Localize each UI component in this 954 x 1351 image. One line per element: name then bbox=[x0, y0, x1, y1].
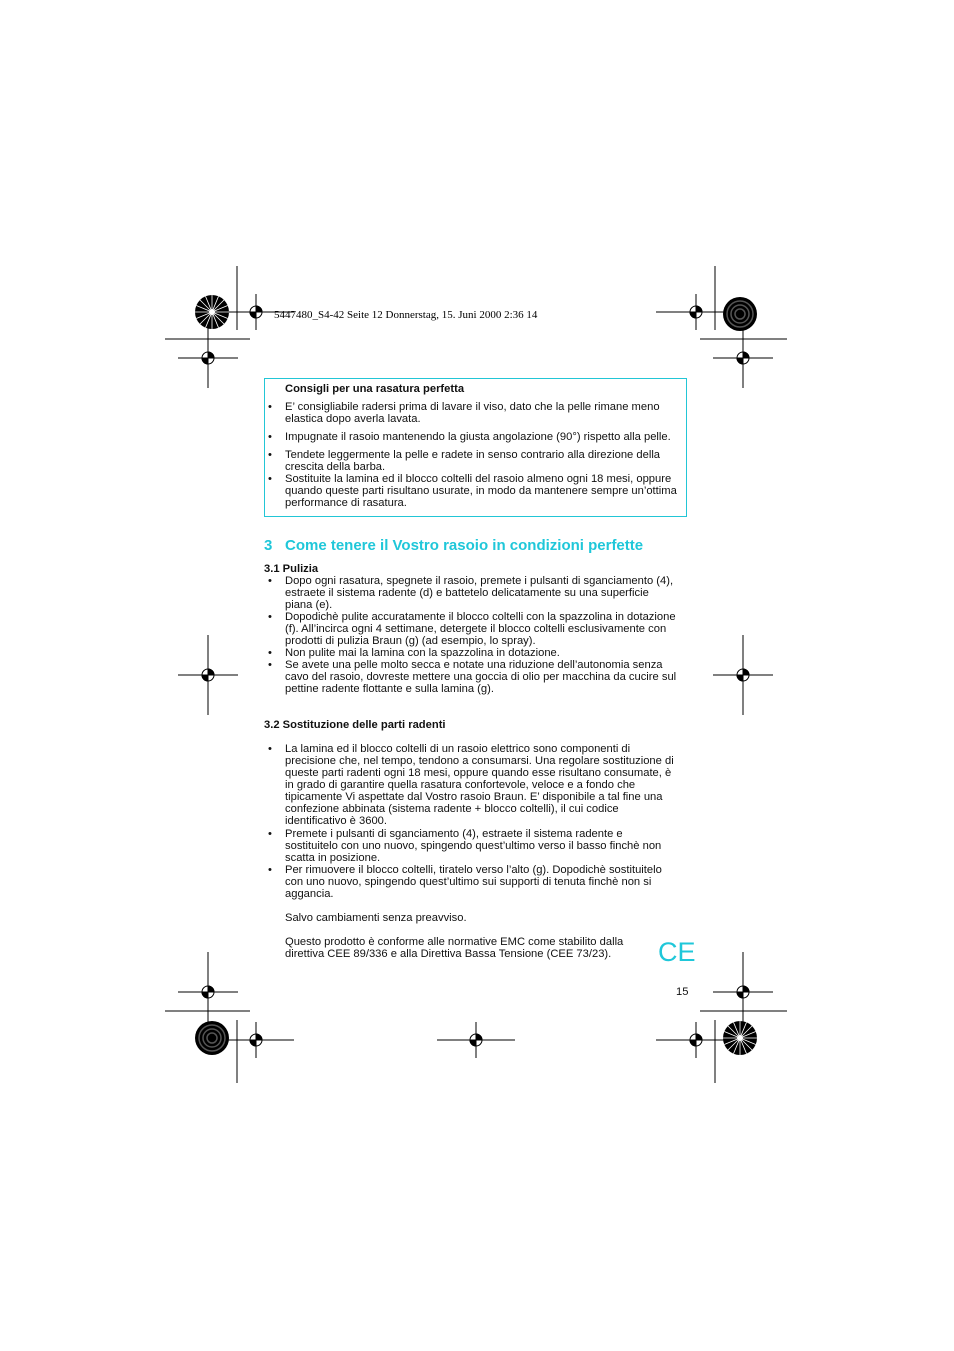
section-title-text: Come tenere il Vostro rasoio in condizioni perfette bbox=[285, 537, 644, 554]
bullet-icon: • bbox=[268, 659, 272, 671]
list-item-text: Se avete una pelle molto secca e notate una riduzione dell’autonomia senza cavo del rasoio, dovreste mettere una goccia di olio per macchina da cucire sul pettine radente flottante e sulla lamina (g). bbox=[285, 659, 677, 695]
bullet-icon: • bbox=[268, 449, 272, 461]
list-item-text: E’ consigliabile radersi prima di lavare il viso, dato che la pelle rimane meno elastica dopo averla lavata. bbox=[285, 401, 660, 425]
ce-mark-icon bbox=[657, 936, 696, 967]
registration-mark bbox=[178, 635, 238, 715]
resolution-target bbox=[722, 296, 758, 332]
registration-mark bbox=[713, 328, 773, 388]
list-item-text: Tendete leggermente la pelle e radete in senso contrario alla direzione della crescita della barba. bbox=[285, 449, 661, 473]
ce-mark-text: CE bbox=[658, 937, 696, 967]
registration-mark bbox=[437, 1020, 517, 1060]
list-item-text: Non pulite mai la lamina con la spazzolina in dotazione. bbox=[285, 647, 560, 659]
list-item bbox=[268, 473, 678, 509]
list-item-text: Dopodichè pulite accuratamente il blocco coltelli con la spazzolina in dotazione (f). All’incirca ogni 4 settimane, detergete il blocco coltelli esclusivamente con prodotti di pulizia Braun (g) (ad esempio, lo spray). bbox=[285, 611, 676, 647]
bullet-icon: • bbox=[268, 473, 272, 485]
registration-mark bbox=[178, 328, 238, 388]
conformity-text: Questo prodotto è conforme alle normative EMC come stabilito dalla direttiva CEE 89/336 e alla Direttiva Bassa Tensione (CEE 73/23). bbox=[285, 936, 624, 960]
bullet-icon: • bbox=[268, 575, 272, 587]
bullet-icon: • bbox=[268, 431, 272, 443]
list-item-text: Sostituite la lamina ed il blocco coltelli del rasoio almeno ogni 18 mesi, oppure quando queste parti risultano usurate, in modo da mantenere sempre un’ottima performance di rasatura. bbox=[285, 473, 677, 509]
bullet-icon: • bbox=[268, 828, 272, 840]
list-item bbox=[268, 828, 678, 864]
list-item-text: Premete i pulsanti di sganciamento (4), estraete il sistema radente e sostituitelo con uno nuovo, spingendo quest’ultimo verso il basso finchè non scatta in posizione. bbox=[285, 828, 662, 864]
list-item-text: Impugnate il rasoio mantenendo la giusta angolazione (90°) rispetto alla pelle. bbox=[285, 431, 671, 443]
bullet-icon: • bbox=[268, 864, 272, 876]
list-item bbox=[268, 659, 678, 695]
list-item-text: Per rimuovere il blocco coltelli, tiratelo verso l’alto (g). Dopodichè sostituitelo con uno nuovo, spingendo quest’ultimo sui supporti di tenuta finchè non si aggancia. bbox=[285, 864, 662, 900]
print-header: 5447480_S4-42 Seite 12 Donnerstag, 15. Juni 2000 2:36 14 bbox=[274, 309, 538, 321]
section-number: 3 bbox=[264, 537, 273, 554]
bullet-icon: • bbox=[268, 611, 272, 623]
resolution-target bbox=[194, 1020, 230, 1056]
tips-title: Consigli per una rasatura perfetta bbox=[285, 383, 465, 395]
registration-mark bbox=[713, 635, 773, 715]
list-item bbox=[268, 743, 678, 827]
list-item bbox=[268, 431, 678, 443]
bullet-icon: • bbox=[268, 743, 272, 755]
list-item-text: Dopo ogni rasatura, spegnete il rasoio, premete i pulsanti di sganciamento (4), estraete il sistema radente (d) e battetelo delicatamente su una superficie piana (e). bbox=[285, 575, 674, 611]
starburst-target bbox=[722, 1020, 758, 1056]
notice-text: Salvo cambiamenti senza preavviso. bbox=[285, 912, 467, 924]
list-item bbox=[268, 647, 678, 659]
bullet-icon: • bbox=[268, 401, 272, 413]
subheading-cleaning: 3.1 Pulizia bbox=[264, 563, 319, 575]
list-item-text: La lamina ed il blocco coltelli di un rasoio elettrico sono componenti di precisione che, nel tempo, tendono a consumarsi. Una regolare sostituzione di queste parti radenti ogni 18 mesi, oppure quando esse risultano consumate, è in grado di garantire quella rasatura confortevole, veloce e a fondo che tipicamente Vi aspettate dal Vostro rasoio Braun. E’ disponibile a tal fine una confezione abbinata (sistema radente + blocco coltelli), il cui codice identificativo è 3600. bbox=[285, 743, 674, 827]
page-number: 15 bbox=[676, 986, 689, 998]
section-title bbox=[264, 537, 643, 555]
subheading-replacement: 3.2 Sostituzione delle parti radenti bbox=[264, 719, 446, 731]
registration-mark bbox=[218, 1020, 298, 1060]
list-item bbox=[268, 611, 678, 647]
starburst-target bbox=[194, 294, 230, 330]
list-item bbox=[268, 401, 678, 425]
list-item bbox=[268, 864, 678, 900]
bullet-icon: • bbox=[268, 647, 272, 659]
list-item bbox=[268, 575, 678, 611]
list-item bbox=[268, 449, 678, 473]
